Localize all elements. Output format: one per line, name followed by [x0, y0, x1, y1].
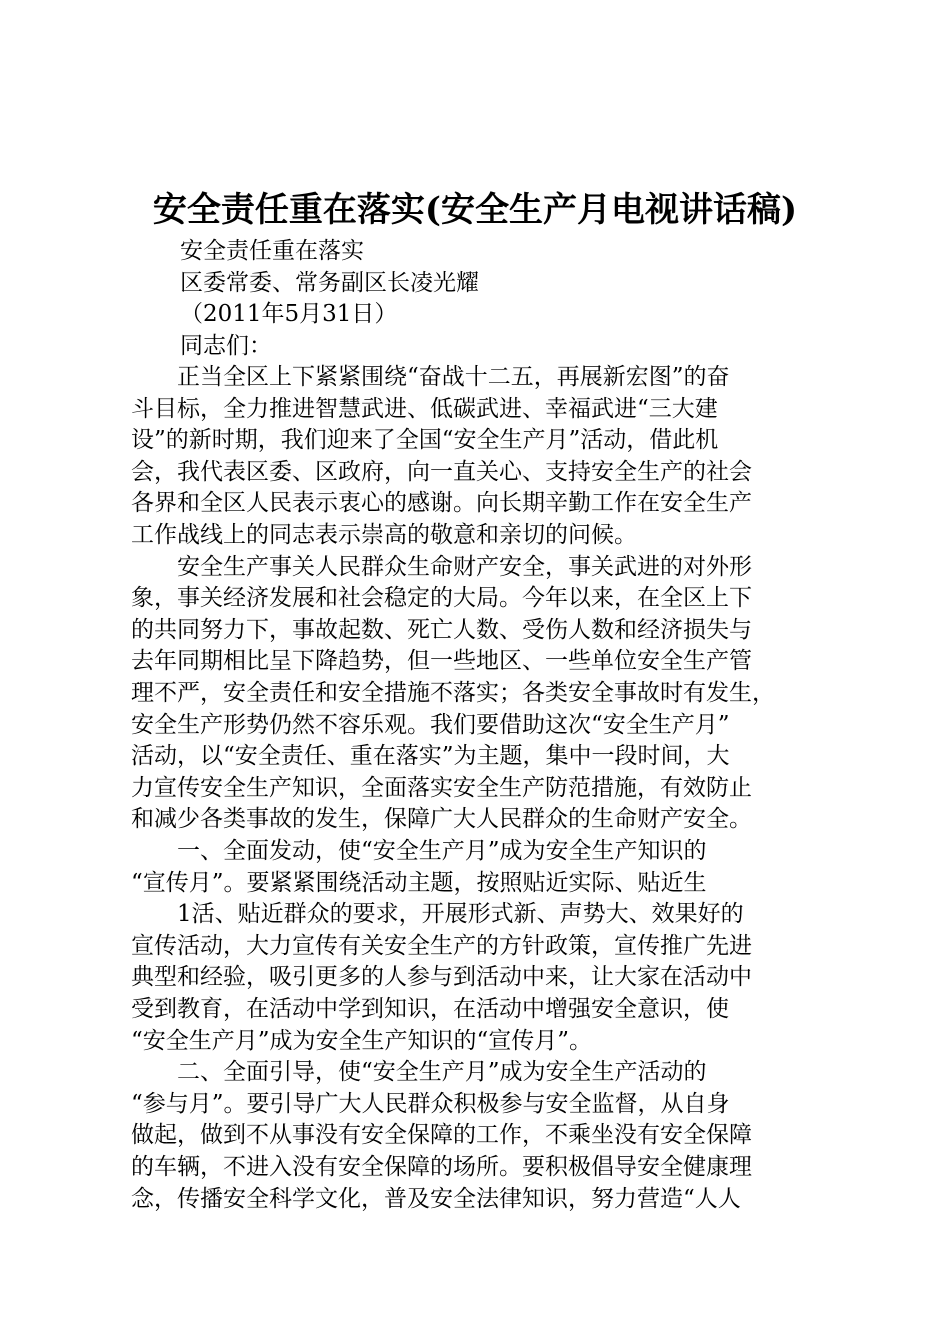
paragraph-line: 理不严，安全责任和安全措施不落实；各类安全事故时有发生，: [131, 680, 775, 706]
paragraph-line: 做起，做到不从事没有安全保障的工作，不乘坐没有安全保障: [131, 1122, 752, 1149]
paragraph-line: 斗目标，全力推进智慧武进、低碳武进、幸福武进“三大建: [131, 395, 718, 422]
paragraph-line: 受到教育，在活动中学到知识，在活动中增强安全意识，使: [131, 996, 729, 1022]
document-title: 安全责任重在落实(安全生产月电视讲话稿): [152, 190, 798, 230]
paragraph-line: “参与月”。要引导广大人民群众积极参与安全监督，从自身: [131, 1090, 730, 1117]
paragraph-line: 工作战线上的同志表示崇高的敬意和亲切的问候。: [131, 522, 637, 548]
paragraph-line: 宣传活动，大力宣传有关安全生产的方针政策，宣传推广先进: [131, 932, 752, 959]
paragraph-line: “安全生产月”成为安全生产知识的“宣传月”。: [131, 1027, 593, 1054]
salutation: 同志们：: [180, 333, 272, 359]
paragraph-line: 设”的新时期，我们迎来了全国“安全生产月”活动，借此机: [131, 427, 719, 454]
paragraph-line: 力宣传安全生产知识，全面落实安全生产防范措施，有效防止: [131, 774, 752, 801]
paragraph-line: 去年同期相比呈下降趋势，但一些地区、一些单位安全生产管: [131, 648, 752, 675]
paragraph-line: 象，事关经济发展和社会稳定的大局。今年以来，在全区上下: [131, 585, 752, 612]
speaker-line: 区委常委、常务副区长凌光耀: [180, 270, 479, 296]
paragraph-line: 念，传播安全科学文化，普及安全法律知识，努力营造“人人: [131, 1185, 741, 1212]
paragraph-line: 1活、贴近群众的要求，开展形式新、声势大、效果好的: [131, 901, 744, 928]
paragraph-line: 典型和经验，吸引更多的人参与到活动中来，让大家在活动中: [131, 964, 752, 991]
document-subtitle: 安全责任重在落实: [180, 238, 364, 264]
paragraph-line: 安全生产形势仍然不容乐观。我们要借助这次“安全生产月”: [131, 711, 730, 738]
paragraph-line: “宣传月”。要紧紧围绕活动主题，按照贴近实际、贴近生: [131, 869, 707, 896]
paragraph-line: 活动，以“安全责任、重在落实”为主题，集中一段时间，大: [131, 743, 730, 770]
paragraph-line: 正当全区上下紧紧围绕“奋战十二五，再展新宏图”的奋: [131, 364, 730, 390]
paragraph-line: 各界和全区人民表示衷心的感谢。向长期辛勤工作在安全生产: [131, 490, 752, 517]
paragraph-line: 安全生产事关人民群众生命财产安全，事关武进的对外形: [131, 553, 752, 580]
paragraph-line: 一、全面发动，使“安全生产月”成为安全生产知识的: [131, 838, 707, 864]
date-line: （2011年5月31日）: [180, 301, 398, 327]
paragraph-line: 的共同努力下，事故起数、死亡人数、受伤人数和经济损失与: [131, 616, 752, 643]
paragraph-line: 和减少各类事故的发生，保障广大人民群众的生命财产安全。: [131, 806, 752, 833]
paragraph-line: 二、全面引导，使“安全生产月”成为安全生产活动的: [131, 1059, 707, 1086]
paragraph-line: 会，我代表区委、区政府，向一直关心、支持安全生产的社会: [131, 458, 752, 485]
paragraph-line: 的车辆，不进入没有安全保障的场所。要积极倡导安全健康理: [131, 1154, 752, 1180]
